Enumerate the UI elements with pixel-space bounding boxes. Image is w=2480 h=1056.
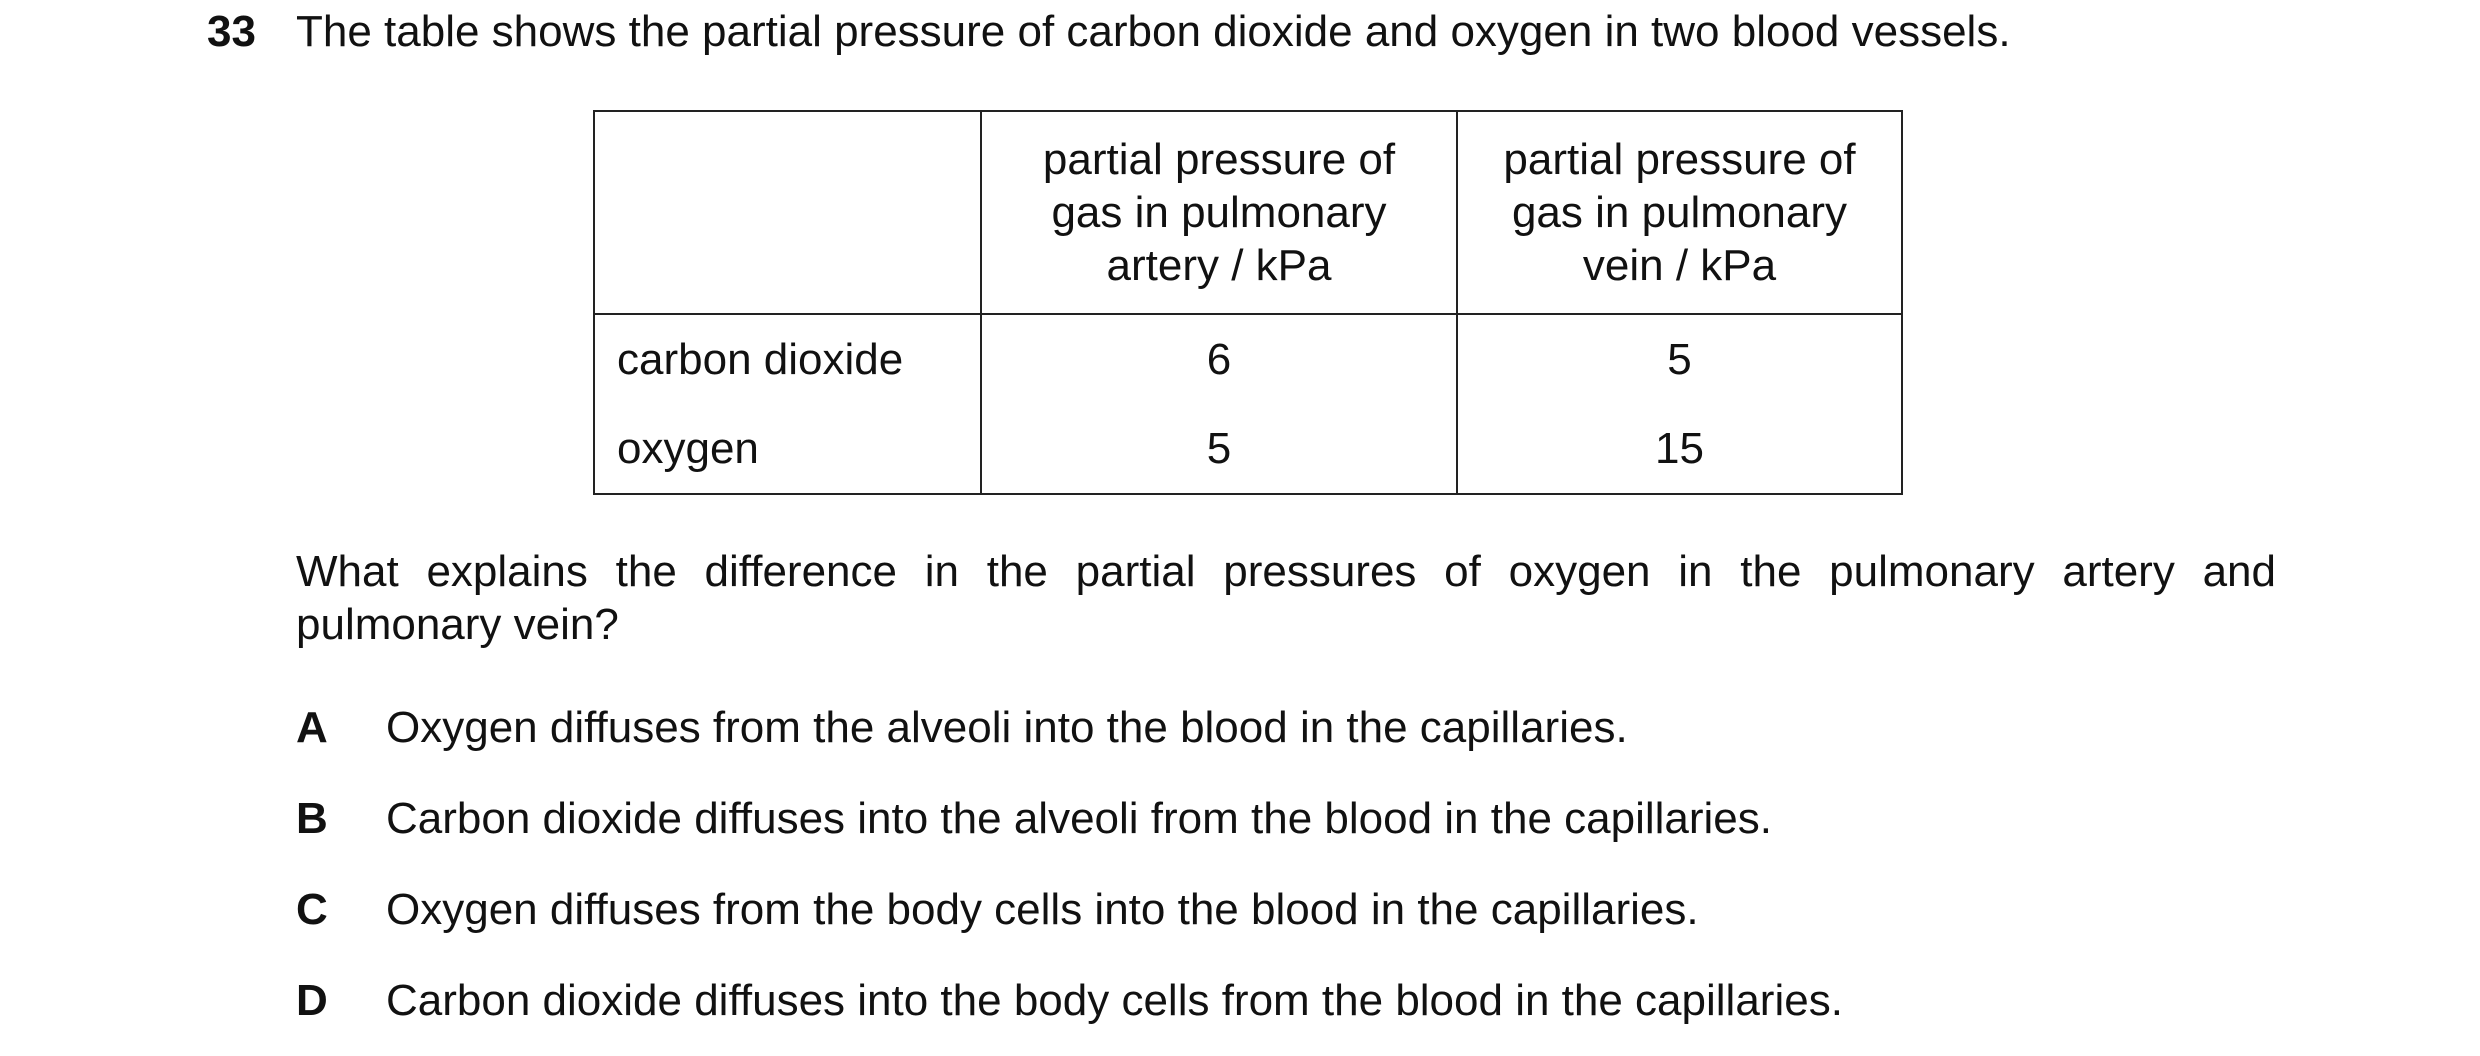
header-line: gas in pulmonary [1051, 188, 1387, 237]
option-b[interactable] [296, 793, 1772, 845]
header-line: artery / kPa [1106, 241, 1332, 290]
option-d[interactable] [296, 975, 1843, 1027]
row-labels-cell [594, 314, 981, 494]
value-o2-artery: 5 [1206, 424, 1232, 473]
header-pulmonary-artery [981, 111, 1457, 314]
option-text: Carbon dioxide diffuses into the body cells from the blood in the capillaries. [386, 976, 1843, 1025]
option-letter: C [296, 885, 328, 934]
option-c[interactable] [296, 884, 1699, 936]
option-letter: D [296, 976, 328, 1025]
table-header-row [594, 111, 1902, 314]
header-pulmonary-vein [1457, 111, 1902, 314]
artery-values-cell [981, 314, 1457, 494]
header-line: gas in pulmonary [1511, 188, 1848, 237]
option-letter: B [296, 794, 328, 843]
table-corner-cell [594, 111, 981, 314]
option-text: Oxygen diffuses from the body cells into the blood in the capillaries. [386, 885, 1699, 934]
question-intro: The table shows the partial pressure of carbon dioxide and oxygen in two blood vessels. [296, 7, 2011, 56]
header-line: partial pressure of [1503, 135, 1856, 184]
row-label-carbon-dioxide: carbon dioxide [617, 335, 904, 384]
value-co2-artery: 6 [1206, 335, 1232, 384]
option-text: Carbon dioxide diffuses into the alveoli from the blood in the capillaries. [386, 794, 1772, 843]
table-body-row [594, 314, 1902, 494]
question-number: 33 [207, 7, 256, 56]
partial-pressure-table [593, 110, 1903, 495]
question-prompt: What explains the difference in the partial pressures of oxygen in the pulmonary artery and pulmonary vein? [296, 547, 2276, 649]
value-co2-vein: 5 [1667, 335, 1692, 384]
vein-values-cell [1457, 314, 1902, 494]
value-o2-vein: 15 [1655, 424, 1704, 473]
header-line: vein / kPa [1582, 241, 1777, 290]
option-a[interactable] [296, 702, 1628, 754]
option-letter: A [296, 703, 328, 752]
row-label-oxygen: oxygen [617, 424, 759, 473]
option-text: Oxygen diffuses from the alveoli into the blood in the capillaries. [386, 703, 1628, 752]
header-line: partial pressure of [1042, 135, 1396, 184]
